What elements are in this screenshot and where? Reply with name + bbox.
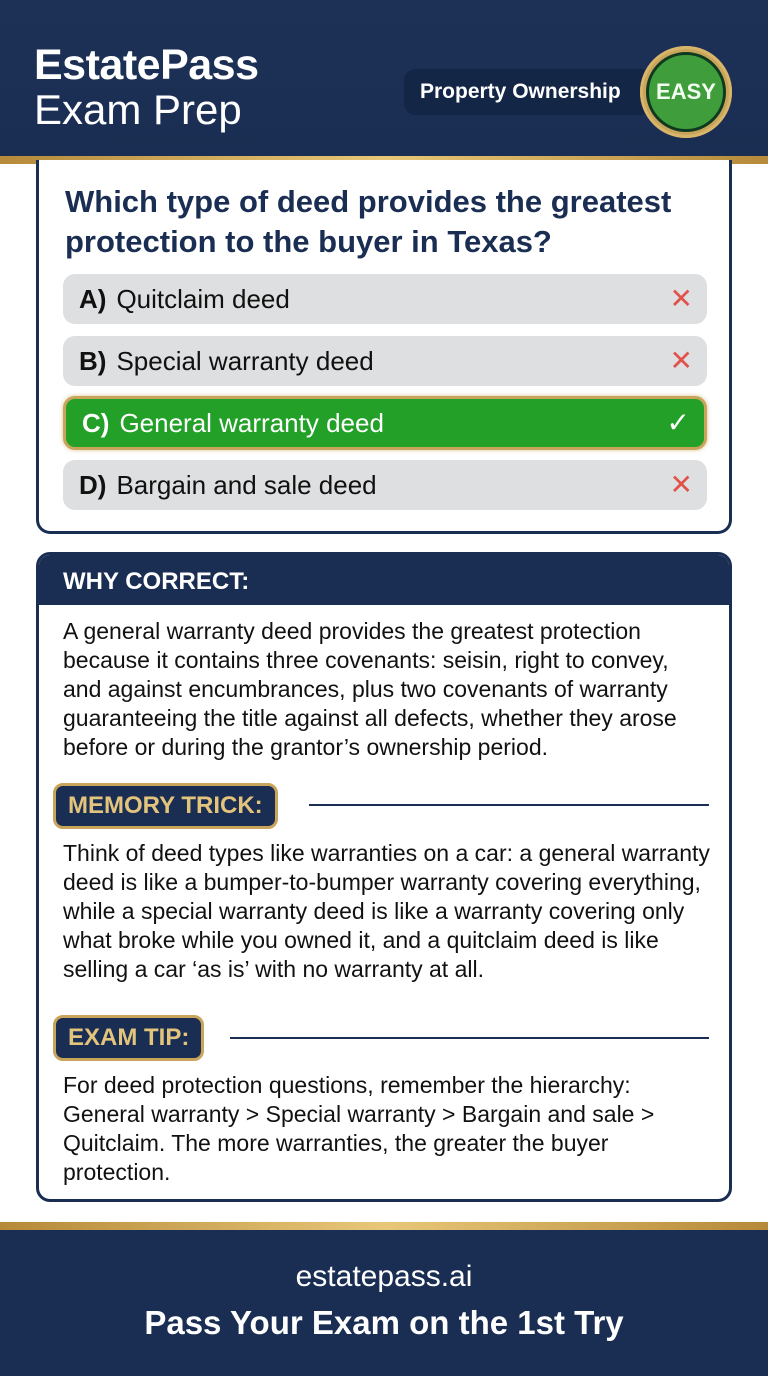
option-letter: A): [79, 283, 107, 314]
option-label: Bargain and sale deed: [116, 469, 377, 500]
brand-name: EstatePass: [34, 41, 259, 89]
footer-divider: [0, 1222, 768, 1230]
check-icon: ✓: [666, 407, 690, 438]
memory-trick-divider: [309, 804, 709, 806]
x-icon: ✕: [669, 283, 693, 314]
option-b[interactable]: [63, 336, 707, 386]
x-icon: ✕: [669, 345, 693, 376]
option-label: General warranty deed: [119, 407, 384, 438]
option-letter: D): [79, 469, 107, 500]
option-label: Special warranty deed: [116, 345, 374, 376]
question-card: [36, 160, 732, 534]
option-c-correct[interactable]: [63, 396, 707, 450]
option-letter: C): [82, 407, 110, 438]
footer-tagline: Pass Your Exam on the 1st Try: [144, 1304, 624, 1341]
option-d[interactable]: [63, 460, 707, 510]
difficulty-label: EASY: [646, 52, 726, 132]
explanation-card: [36, 552, 732, 1202]
exam-tip-tag: EXAM TIP:: [53, 1015, 204, 1061]
brand-logo: [34, 41, 259, 133]
memory-trick-tag: MEMORY TRICK:: [53, 783, 278, 829]
footer: [0, 1230, 768, 1376]
option-label: Quitclaim deed: [116, 283, 290, 314]
option-letter: B): [79, 345, 107, 376]
exam-tip-divider: [230, 1037, 709, 1039]
brand-subtitle: Exam Prep: [34, 86, 242, 133]
why-correct-title: WHY CORRECT:: [39, 555, 729, 605]
memory-trick-text: Think of deed types like warranties on a car: a general warranty deed is like a bumper-to-bumper warranty covering everything, while a special warranty deed is like a warranty covering only what broke while you owned it, and a quitclaim deed is like selling a car ‘as is’ with no warranty at all.: [63, 840, 710, 982]
difficulty-badge: [640, 46, 732, 138]
x-icon: ✕: [669, 469, 693, 500]
option-a[interactable]: [63, 274, 707, 324]
topic-badge: Property Ownership: [404, 69, 654, 115]
why-correct-text: A general warranty deed provides the greatest protection because it contains three covenants: seisin, right to convey, and against encumbrances, plus two covenants of warranty guaranteeing the title against all defects, whether they arose before or during the grantor’s ownership period.: [63, 618, 677, 760]
header: [0, 0, 768, 158]
exam-tip-text: For deed protection questions, remember the hierarchy: General warranty > Special warranty > Bargain and sale > Quitclaim. The more warranties, the greater the buyer protection.: [63, 1072, 655, 1185]
footer-url[interactable]: estatepass.ai: [295, 1260, 473, 1293]
question-text: Which type of deed provides the greatest protection to the buyer in Texas?: [65, 184, 672, 259]
